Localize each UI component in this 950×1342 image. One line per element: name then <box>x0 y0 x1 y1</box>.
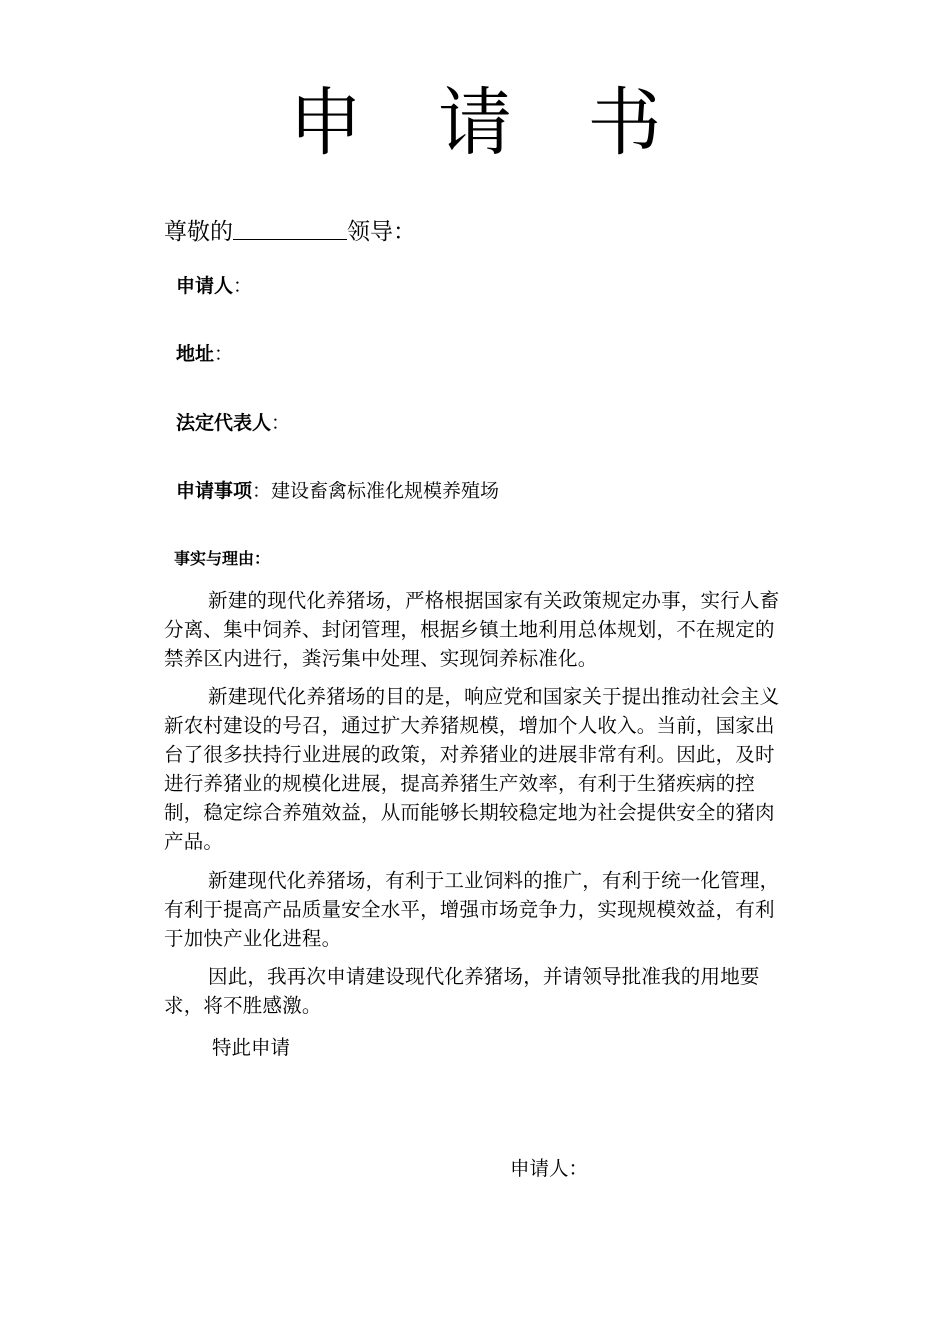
field-label-applicant: 申请人 <box>176 275 234 297</box>
field-applicant <box>176 272 252 300</box>
field-label-address: 地址 <box>176 343 215 365</box>
field-label-application-matter: 申请事项 <box>176 480 253 502</box>
body-paragraph-1: 新建的现代化养猪场，严格根据国家有关政策规定办事，实行人畜分离、集中饲养、封闭管理，根据乡镇土地利用总体规划，不在规定的禁养区内进行，粪污集中处理、实现饲养标准化。 <box>164 589 780 670</box>
body-paragraph-4: 因此，我再次申请建设现代化养猪场，并请领导批准我的用地要求，将不胜感激。 <box>164 965 760 1017</box>
recipient-blank-line <box>233 214 347 240</box>
field-value-application-matter: 建设畜禽标准化规模养殖场 <box>271 480 500 502</box>
field-legal-representative <box>176 409 290 437</box>
field-sep: ： <box>233 275 253 297</box>
salutation-suffix: 领导： <box>347 219 416 245</box>
field-address <box>176 340 233 368</box>
signature-line: 申请人： <box>510 1157 589 1180</box>
field-sep: ： <box>252 480 272 502</box>
body-paragraph-2: 新建现代化养猪场的目的是，响应党和国家关于提出推动社会主义新农村建设的号召，通过扩大养猪规模，增加个人收入。当前，国家出台了很多扶持行业进展的政策，对养猪业的进展非常有利。因此，及时进行养猪业的规模化进展，提高养猪生产效率，有利于生猪疾病的控制，稳定综合养殖效益，从而能够长期较稳定地为社会提供安全的猪肉产品。 <box>164 685 780 853</box>
body-paragraph-3: 新建现代化养猪场，有利于工业饲料的推广，有利于统一化管理，有利于提高产品质量安全水平，增强市场竞争力，实现规模效益，有利于加快产业化进程。 <box>164 869 780 950</box>
page-title: 申 请 书 <box>288 80 688 166</box>
field-sep: ： <box>214 343 234 365</box>
field-label-legal-representative: 法定代表人 <box>176 412 272 434</box>
field-sep: ： <box>271 412 291 434</box>
salutation <box>164 214 416 250</box>
facts-heading: 事实与理由： <box>174 549 271 568</box>
field-application-matter <box>176 477 499 505</box>
salutation-prefix: 尊敬的 <box>164 219 233 245</box>
closing-phrase: 特此申请 <box>212 1036 291 1059</box>
